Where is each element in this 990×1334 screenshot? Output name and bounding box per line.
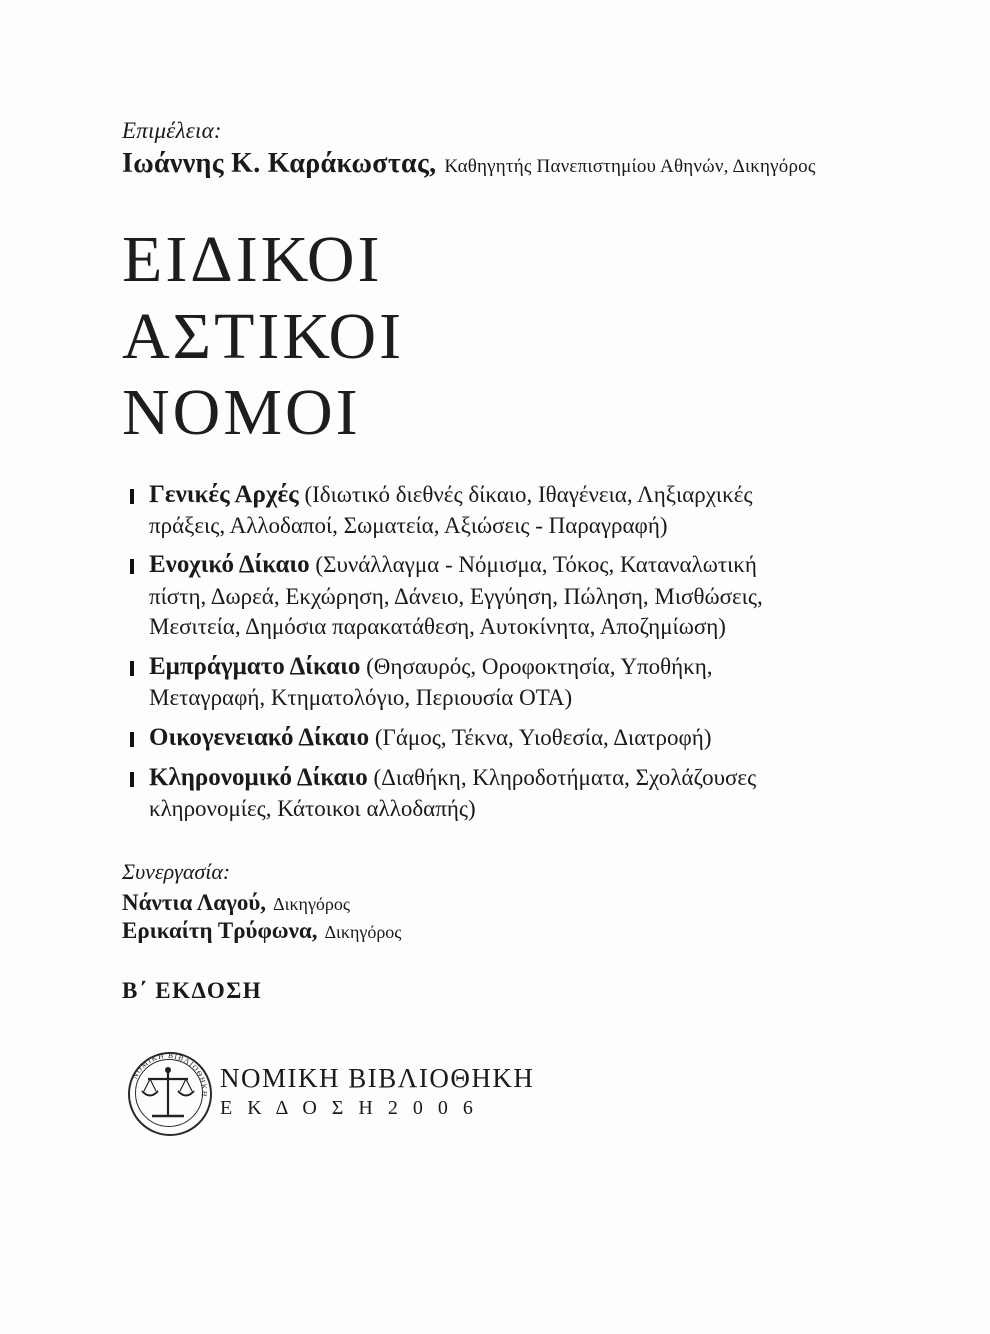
collaborator-role: Δικηγόρος	[324, 921, 402, 942]
editor-name: Ιωάννης Κ. Καράκωστας,	[122, 148, 437, 179]
publisher-name: ΝΟΜΙΚΗ ΒΙΒΛΙΟΘΗΚΗ	[220, 1063, 535, 1094]
publisher-year: Ε Κ Δ Ο Σ Η 2 0 0 6	[220, 1097, 478, 1120]
collaborator-role: Δικηγόρος	[273, 893, 351, 914]
list-item-heading: Κληρονομικό Δίκαιο	[149, 763, 368, 791]
scales-of-justice-icon	[122, 1046, 214, 1138]
bullet-icon	[124, 661, 140, 676]
list-item-detail: (Θησαυρός, Οροφοκτησία, Υποθήκη, Μεταγραφή, Κτηματολόγιο, Περιουσία ΟΤΑ)	[149, 653, 713, 711]
collaborator-row	[122, 890, 900, 916]
editor-line	[122, 148, 900, 180]
collaboration-label: Συνεργασία:	[122, 858, 231, 884]
list-item	[124, 761, 900, 825]
editor-role: Καθηγητής Πανεπιστημίου Αθηνών, Δικηγόρος	[444, 156, 816, 177]
list-item-detail: (Ιδιωτικό διεθνές δίκαιο, Ιθαγένεια, Ληξιαρχικές πράξεις, Αλλοδαποί, Σωματεία, Αξιώσεις - Παραγραφή)	[149, 481, 753, 538]
contents-list	[124, 478, 900, 825]
editor-block	[122, 118, 900, 180]
list-item	[124, 721, 900, 754]
title-line-3: ΝΟΜΟΙ	[122, 376, 361, 450]
collaboration-block	[122, 859, 900, 944]
bullet-icon	[124, 732, 140, 747]
list-item-heading: Ενοχικό Δίκαιο	[149, 551, 310, 579]
list-item-heading: Οικογενειακό Δίκαιο	[149, 723, 370, 751]
title-line-1: ΕΙΔΙΚΟΙ	[122, 223, 383, 296]
list-item-heading: Εμπράγματο Δίκαιο	[149, 652, 361, 680]
editor-label: Επιμέλεια:	[122, 118, 222, 143]
list-item	[124, 650, 900, 714]
collaborator-row	[122, 918, 900, 944]
collaborator-name: Νάντια Λαγού,	[122, 889, 267, 915]
list-item-heading: Γενικές Αρχές	[149, 480, 299, 508]
list-item-detail: (Συνάλλαγμα - Νόμισμα, Τόκος, Καταναλωτική πίστη, Δωρεά, Εκχώρηση, Δάνειο, Εγγύηση, Πώληση, Μισθώσεις, Μεσιτεία, Δημόσια παρακατάθεση, Αυτοκίνητα, Αποζημίωση)	[149, 552, 763, 640]
list-item-detail: (Γάμος, Τέκνα, Υιοθεσία, Διατροφή)	[374, 724, 712, 750]
collaborator-name: Ερικαίτη Τρύφωνα,	[122, 917, 318, 943]
list-item-detail: (Διαθήκη, Κληροδοτήματα, Σχολάζουσες κληρονομίες, Κάτοικοι αλλοδαπής)	[149, 764, 757, 822]
publisher-block	[122, 1046, 900, 1138]
logo-ring-text: ΝΟΜΙΚΗ ΒΙΒΛΙΟΘΗΚΗ	[130, 1050, 210, 1098]
edition-label: Β΄ ΕΚΔΟΣΗ	[122, 977, 263, 1003]
list-item	[124, 478, 900, 542]
bullet-icon	[124, 489, 140, 504]
page-title	[122, 222, 900, 452]
list-item	[124, 548, 900, 642]
title-line-2: ΑΣΤΙΚΟΙ	[122, 299, 405, 373]
bullet-icon	[124, 772, 140, 787]
bullet-icon	[124, 559, 140, 574]
svg-text:ΝΟΜΙΚΗ ΒΙΒΛΙΟΘΗΚΗ	[130, 1051, 209, 1098]
